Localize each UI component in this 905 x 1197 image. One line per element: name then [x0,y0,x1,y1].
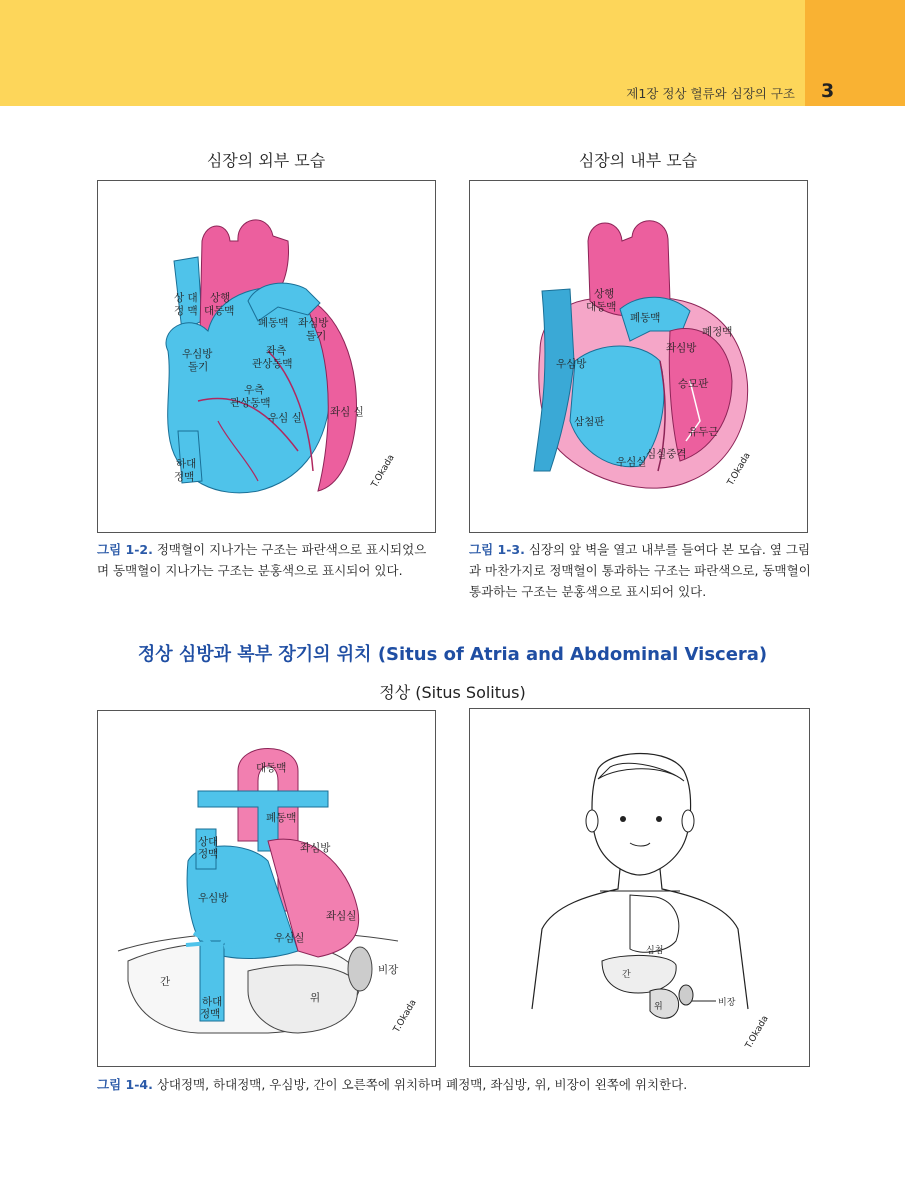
int-label-aorta-1: 상행 [594,288,615,300]
situs-child-illustration [470,709,809,1066]
int-label-papillary: 유두근 [688,426,719,438]
ext-label-svc-1: 상 대 [174,292,198,304]
ext-label-rca-2: 관상동맥 [230,397,271,409]
situs-label-svc-2: 정맥 [198,848,219,860]
fig14-caption [97,1074,817,1095]
external-heart-illustration [98,181,435,532]
svg-text:T.Okada: T.Okada [369,453,397,490]
situs-label-pa: 폐동맥 [266,812,297,824]
int-label-ra: 우심방 [556,358,587,370]
ext-label-raa-1: 우심방 [182,348,213,360]
svg-text:T.Okada: T.Okada [725,451,753,488]
ext-label-lca-1: 좌측 [266,345,287,357]
situs-label-spleen: 비장 [378,964,399,976]
fig12-caption-number: 그림 1-2. [97,542,153,557]
situs-label-ivc-1: 하대 [202,996,223,1008]
ext-label-svc-2: 정 맥 [174,305,198,317]
fig13-caption-number: 그림 1-3. [469,542,525,557]
situs-label-la: 좌심방 [300,842,331,854]
situs-label-aorta: 대동맥 [256,762,287,774]
situs-label-liver: 간 [160,976,171,988]
figure-internal-heart [469,180,808,533]
situs-anatomy-illustration [98,711,435,1066]
ext-label-laa-1: 좌심방 [298,317,329,329]
int-label-mitral: 승모판 [678,378,709,390]
ext-label-pa: 폐동맥 [258,317,289,329]
int-label-pa: 폐동맥 [630,312,661,324]
ext-label-raa-2: 돌기 [188,361,209,373]
int-label-aorta-2: 대동맥 [586,301,617,313]
child-label-liver: 간 [622,970,631,980]
ext-label-ivc-2: 정맥 [174,471,195,483]
figure-situs-child [469,708,810,1067]
fig13-caption-text: 심장의 앞 벽을 열고 내부를 들여다 본 모습. 옆 그림과 마찬가지로 정맥혈이 통과하는 구조는 파란색으로, 동맥혈이 통과하는 구조는 분홍색으로 표시되어 있다. [469,542,811,599]
figure-external-heart [97,180,436,533]
situs-title: 정상 심방과 복부 장기의 위치 (Situs of Atria and Abdominal Viscera) [137,644,768,665]
situs-label-ivc-2: 정맥 [200,1008,221,1020]
internal-heart-illustration [470,181,807,532]
situs-label-stomach: 위 [310,992,321,1004]
ext-label-ivc-1: 하대 [176,458,197,470]
svg-text:T.Okada: T.Okada [391,998,419,1035]
fig14-caption-number: 그림 1-4. [97,1077,153,1092]
ext-label-rca-1: 우측 [244,384,265,396]
figure-situs-anatomy [97,710,436,1067]
fig12-caption [97,539,437,581]
chapter-title: 제1장 정상 혈류와 심장의 구조 [626,86,795,101]
svg-text:T.Okada: T.Okada [743,1014,771,1051]
situs-label-ra: 우심방 [198,892,229,904]
child-label-spleen: 비장 [718,998,736,1008]
situs-label-rv: 우심실 [274,932,305,944]
fig12-caption-text: 정맥혈이 지나가는 구조는 파란색으로 표시되었으며 동맥혈이 지나가는 구조는 분홍색으로 표시되어 있다. [97,542,427,578]
page-number: 3 [821,80,835,102]
fig14-caption-text: 상대정맥, 하대정맥, 우심방, 간이 오른쪽에 위치하며 폐정맥, 좌심방, 위, 비장이 왼쪽에 위치한다. [152,1077,688,1092]
ext-label-lca-2: 관상동맥 [252,358,293,370]
int-label-septum: 심실중격 [646,448,687,460]
fig12-title: 심장의 외부 모습 [206,151,326,170]
ext-label-aorta-2: 대동맥 [204,305,235,317]
int-label-pv: 폐정맥 [702,326,733,338]
situs-subtitle: 정상 (Situs Solitus) [379,683,526,702]
fig13-caption [469,539,814,602]
ext-label-lv: 좌심 실 [330,406,364,418]
ext-label-aorta-1: 상행 [210,292,231,304]
child-label-heart: 심첨 [646,946,664,956]
situs-label-lv: 좌심실 [326,910,357,922]
int-label-rv: 우심실 [616,456,647,468]
child-label-stomach: 위 [654,1002,663,1012]
header-tab [805,0,905,106]
situs-label-svc-1: 상대 [198,836,219,848]
int-label-tricuspid: 삼첨판 [574,416,605,428]
ext-label-laa-2: 돌기 [306,330,327,342]
int-label-la: 좌심방 [666,342,697,354]
ext-label-rv: 우심 실 [268,412,302,424]
fig13-title: 심장의 내부 모습 [578,151,698,170]
